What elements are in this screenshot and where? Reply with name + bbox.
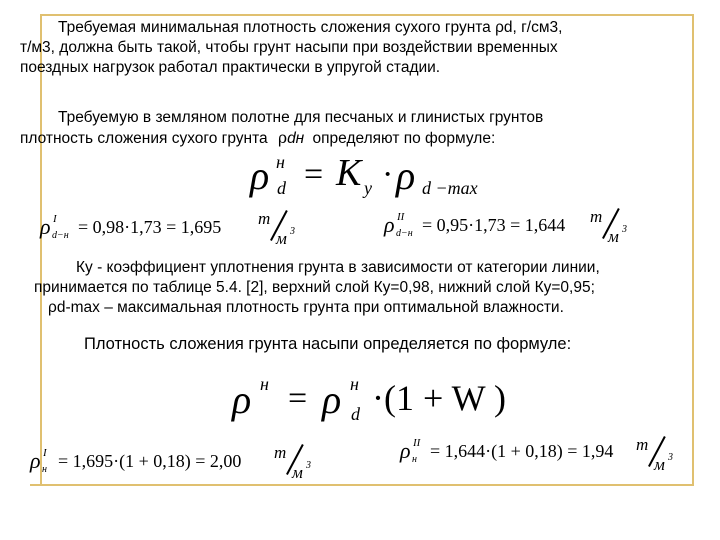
paragraph-3-line-1: Ку - коэффициент уплотнения грунта в зависимости от категории линии,: [76, 259, 600, 276]
frame-top-line: [40, 14, 694, 16]
calc-3-expr: = 1,695·(1 + 0,18) = 2,00: [58, 451, 242, 471]
calc-1-sub: d−н: [52, 230, 69, 241]
paragraph-3-line-3: ρd-max – максимальная плотность грунта при оптимальной влажности.: [48, 299, 564, 316]
calc-1-rho: ρ: [40, 214, 51, 239]
calc-1: [40, 208, 320, 250]
calc-1-expr: = 0,98·1,73 = 1,695: [78, 217, 222, 237]
calc-2-unit-m: m: [590, 207, 603, 226]
paragraph-3-line-2: принимается по таблице 5.4. [2], верхний слой Ку=0,98, нижний слой Ку=0,95;: [34, 279, 595, 296]
calc-4-rho: ρ: [400, 438, 411, 463]
calc-1-unit-3: 3: [290, 226, 295, 237]
rho-symbol: ρ: [277, 129, 288, 147]
formula-2-equals: =: [288, 380, 308, 417]
calc-3-unit-3: 3: [306, 460, 311, 471]
frame-bottom-line: [30, 484, 694, 486]
calc-4-sup: II: [413, 437, 421, 449]
formula-2-sup-2: н: [350, 374, 359, 394]
formula-1-k: K: [336, 152, 362, 194]
calc-4-unit-M: м: [654, 455, 665, 474]
formula-1-equals: =: [304, 156, 324, 193]
paragraph-2-line-1: Требуемую в земляном полотне для песчаных и глинистых грунтов: [58, 109, 544, 126]
calc-4: [400, 432, 700, 476]
calc-2-expr: = 0,95·1,73 = 1,644: [422, 215, 566, 235]
calc-4-sub: н: [412, 454, 417, 465]
calc-3-unit-M: м: [292, 463, 303, 482]
rho-subscript: dн: [287, 130, 305, 147]
formula-1-k-sub: y: [364, 178, 372, 198]
paragraph-1-line-1: Требуемая минимальная плотность сложения сухого грунта ρd, г/см3,: [58, 19, 563, 36]
formula-1-rho-2: ρ: [396, 153, 416, 198]
formula-2-rho: ρ: [232, 377, 252, 422]
formula-1-rho: ρ: [250, 153, 270, 198]
calc-3-sup: I: [43, 447, 47, 459]
calc-4-expr: = 1,644·(1 + 0,18) = 1,94: [430, 441, 614, 461]
formula-1-sup: н: [276, 152, 285, 172]
formula-1-sub: d: [277, 178, 286, 198]
formula-2: [232, 372, 522, 430]
calc-2: [384, 206, 664, 248]
calc-3-sub: н: [42, 464, 47, 475]
calc-3-unit-m: m: [274, 443, 287, 462]
formula-2-rho-2: ρ: [322, 377, 342, 422]
paragraph-2: [20, 108, 682, 149]
paragraph-1: [20, 18, 682, 78]
calc-3-rho: ρ: [30, 448, 41, 473]
calc-2-sub: d−н: [396, 228, 413, 239]
paragraph-2-line-2: [20, 128, 682, 149]
calc-4-unit-3: 3: [668, 452, 673, 463]
paragraph-2-line-2-prefix: плотность сложения сухого грунта: [20, 130, 268, 147]
calc-3: [30, 440, 360, 482]
formula-1-sub-2: d −max: [422, 178, 478, 198]
paragraph-3: [34, 258, 694, 318]
frame-right-line: [692, 14, 694, 484]
paragraph-1-line-2: т/м3, должна быть такой, чтобы грунт насыпи при воздействии временных: [20, 39, 558, 56]
paragraph-1-line-3: поездных нагрузок работал практически в упругой стадии.: [20, 59, 441, 76]
calc-2-sup: II: [397, 211, 405, 223]
formula-1-dot: ·: [382, 156, 394, 193]
paragraph-2-line-2-suffix: определяют по формуле:: [312, 130, 496, 147]
calc-1-sup: I: [53, 213, 57, 225]
calc-2-unit-M: м: [608, 227, 619, 246]
formula-1: [250, 150, 490, 205]
calc-1-unit-m: m: [258, 209, 271, 228]
paragraph-4-line-1: Плотность сложения грунта насыпи определяется по формуле:: [84, 335, 572, 353]
formula-2-rest: ·(1 + W ): [372, 378, 506, 418]
calc-1-unit-M: м: [276, 229, 287, 248]
calc-4-unit-m: m: [636, 435, 649, 454]
calc-2-rho: ρ: [384, 212, 395, 237]
paragraph-4: [84, 334, 694, 354]
calc-2-unit-3: 3: [622, 224, 627, 235]
formula-2-sup: н: [260, 374, 269, 394]
formula-2-sub-2: d: [351, 404, 360, 424]
